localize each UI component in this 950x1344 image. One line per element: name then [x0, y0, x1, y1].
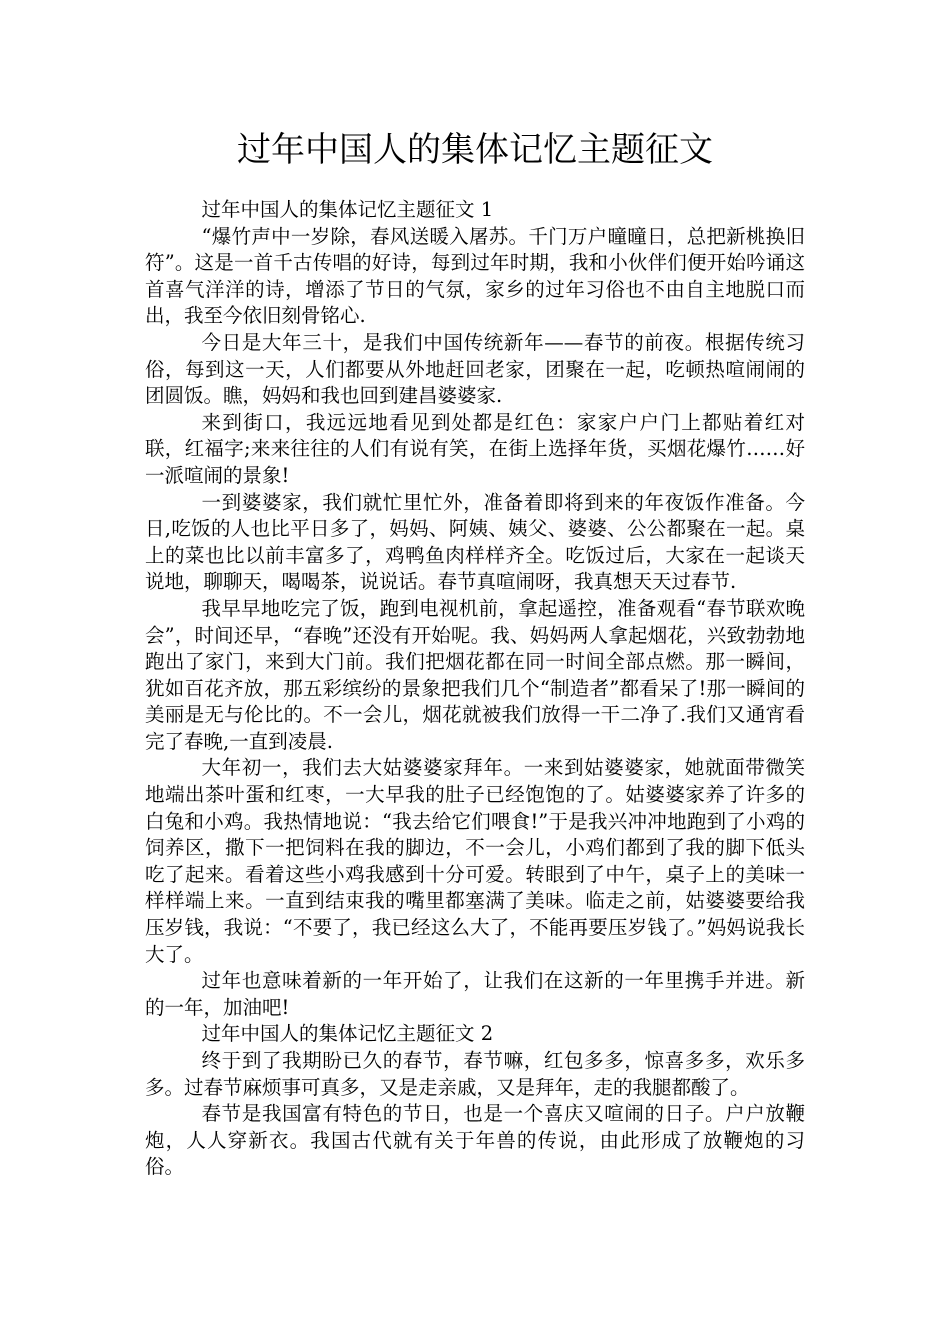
paragraph: 我早早地吃完了饭，跑到电视机前，拿起遥控，准备观看“春节联欢晚会”，时间还早，“春晚”还没有开始呢。我、妈妈两人拿起烟花，兴致勃勃地跑出了家门，来到大门前。我们把烟花都在同一时间全部点燃。那一瞬间，犹如百花齐放，那五彩缤纷的景象把我们几个“制造者”都看呆了!那一瞬间的美丽是无与伦比的。不一会儿，烟花就被我们放得一干二净了.我们又通宵看完了春晚,一直到凌晨. — [145, 596, 805, 753]
section-heading-1: 过年中国人的集体记忆主题征文 1 — [201, 198, 494, 221]
paragraph: “爆竹声中一岁除，春风送暖入屠苏。千门万户曈曈日，总把新桃换旧符”。这是一首千古传唱的好诗，每到过年时期，我和小伙伴们便开始吟诵这首喜气洋洋的诗，增添了节日的气氛，家乡的过年习俗也不由自主地脱口而出，我至今依旧刻骨铭心. — [145, 224, 805, 328]
paragraph: 终于到了我期盼已久的春节，春节嘛，红包多多，惊喜多多，欢乐多多。过春节麻烦事可真多，又是走亲戚，又是拜年，走的我腿都酸了。 — [145, 1049, 805, 1099]
document-title: 过年中国人的集体记忆主题征文 — [237, 130, 713, 170]
paragraph: 今日是大年三十，是我们中国传统新年——春节的前夜。根据传统习俗，每到这一天，人们都要从外地赶回老家，团聚在一起，吃顿热喧闹闹的团圆饭。瞧，妈妈和我也回到建昌婆婆家. — [145, 330, 805, 408]
paragraph: 来到街口，我远远地看见到处都是红色：家家户户门上都贴着红对联，红福字;来来往往的人们有说有笑，在街上选择年货，买烟花爆竹……好一派喧闹的景象! — [145, 410, 805, 487]
document-body — [145, 197, 805, 1181]
paragraph: 一到婆婆家，我们就忙里忙外，准备着即将到来的年夜饭作准备。今日,吃饭的人也比平日多了，妈妈、阿姨、姨父、婆婆、公公都聚在一起。桌上的菜也比以前丰富多了，鸡鸭鱼肉样样齐全。吃饭过后，大家在一起谈天说地，聊聊天，喝喝茶，说说话。春节真喧闹呀，我真想天天过春节. — [145, 490, 805, 594]
paragraph: 大年初一，我们去大姑婆婆家拜年。一来到姑婆婆家，她就面带微笑地端出茶叶蛋和红枣，一大早我的肚子已经饱饱的了。姑婆婆家养了许多的白兔和小鸡。我热情地说：“我去给它们喂食!”于是我兴冲冲地跑到了小鸡的饲养区，撒下一把饲料在我的脚边，不一会儿，小鸡们都到了我的脚下低头吃了起来。看着这些小鸡我感到十分可爱。转眼到了中午，桌子上的美味一样样端上来。一直到结束我的嘴里都塞满了美味。临走之前，姑婆婆要给我压岁钱，我说：“不要了，我已经这么大了，不能再要压岁钱了。”妈妈说我长大了。 — [145, 756, 805, 966]
section-heading-2: 过年中国人的集体记忆主题征文 2 — [201, 1022, 494, 1046]
paragraph: 春节是我国富有特色的节日，也是一个喜庆又喧闹的日子。户户放鞭炮，人人穿新衣。我国古代就有关于年兽的传说，由此形成了放鞭炮的习俗。 — [145, 1102, 805, 1179]
paragraph: 过年也意味着新的一年开始了，让我们在这新的一年里携手并进。新的一年，加油吧! — [145, 969, 805, 1019]
